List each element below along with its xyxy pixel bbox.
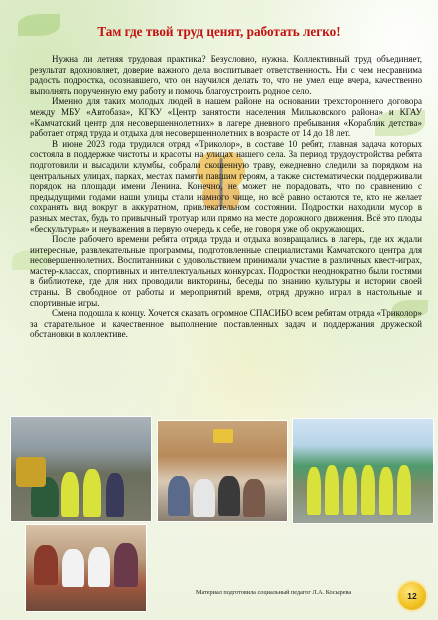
article-body — [30, 54, 422, 340]
article-title: Там где твой труд ценят, работать легко! — [97, 24, 341, 39]
photo-group-indoor — [157, 420, 288, 522]
photo-awards — [25, 524, 147, 612]
photo-team-outdoor — [292, 418, 434, 524]
paragraph: После рабочего времени ребята отряда труда и отдыха возвращались в лагерь, где их ждали интересные, развлекательные программы, подготовленные специалистами Камчатского центра для несовершеннолетних. Воспитанники с удовольствием принимали участие в различных квест-играх, мастер-классах, спортивных и интеллектуальных конкурсах. Подростки неоднократно были гостями в библиотеке, где для них проводили викторины, беседы по знанию культуры и истории своей страны. В свободное от работы и мероприятий время, отряд дружно играл в настольные и спортивные игры. — [30, 234, 422, 308]
author-credit: Материал подготовила социальный педагог Л.А. Косырева — [196, 589, 352, 596]
paragraph: Именно для таких молодых людей в нашем районе на основании трехстороннего договора между МБУ «Автобаза», КГКУ «Центр занятости населения Мильковского района» и КГАУ «Камчатский центр для несовершеннолетних» в лагере дневного пребывания «Кораблик детства» работает отряд труда и отдыха для несовершеннолетних в возрасте от 14 до 18 лет. — [30, 96, 422, 139]
paragraph: Нужна ли летняя трудовая практика? Безусловно, нужна. Коллективный труд объединяет, результат вдохновляет, доверие важного дела воспитывает ответственность. Ни с чем несравнима радость подростка, осознавшего, что он научился делать то, что не умел еще вчера, качественно выполнять порученную ему работу и помочь благоустроить родное село. — [30, 54, 422, 96]
paragraph: Смена подошла к концу. Хочется сказать огромное СПАСИБО всем ребятам отряда «Триколор» за старательное и качественное выполнение поставленных задач и поддержания дружеской обстановки в коллективе. — [30, 308, 422, 340]
photo-street-cleanup — [10, 416, 152, 522]
page-number-badge: 12 — [398, 582, 426, 610]
paragraph: В июне 2023 года трудился отряд «Триколор», в составе 10 ребят, главная задача которых состояла в поддержке чистоты и красоты на улицах нашего села. За период трудоустройства ребята подготовили и высадили клумбы, собрали скошенную траву, ежедневно следили за порядком на центральных улицах, парках, местах памяти павшим героям, а также систематически поддерживали порядок на площади имени Ленина. Конечно, не может не порадовать, что по сравнению с предыдущими годами наши улицы стали намного чище, но всё равно остаются те, кто не желает сохранять вид вокруг в аккуратном, привлекательном состоянии. Подростки находили мусор в разных местах, будь то привычный тротуар или прямо на месте дорожного движения. Всё это плоды «бескультурья» и неуважения в первую очередь к себе, не говоря уже об окружающих. — [30, 138, 422, 234]
